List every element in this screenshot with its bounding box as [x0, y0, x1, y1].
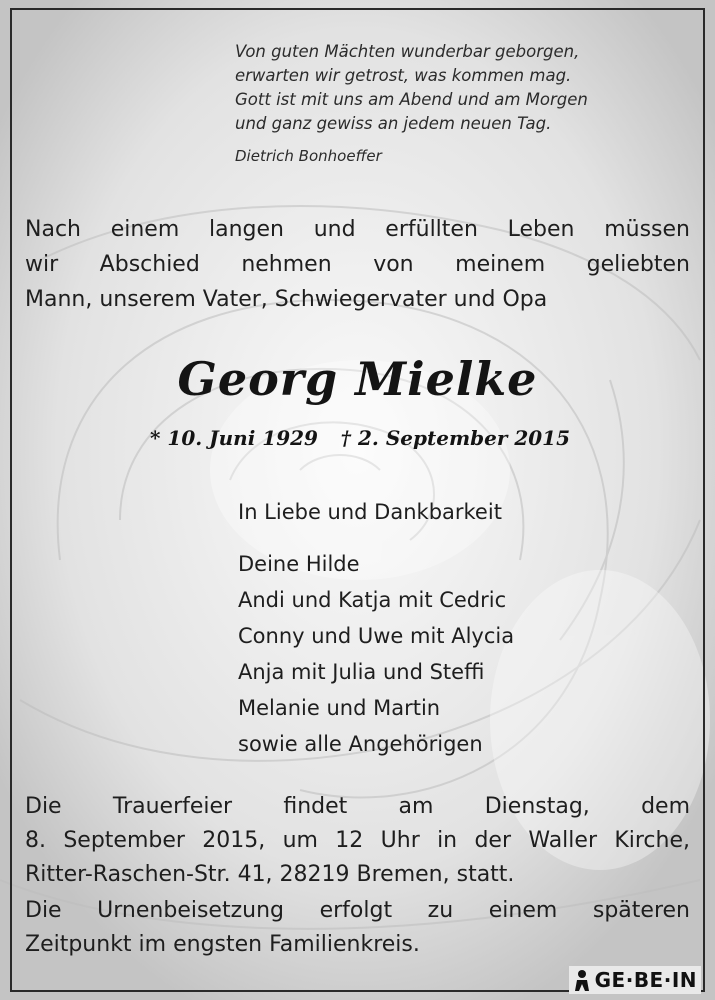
gebein-logo: [569, 966, 701, 994]
ceremony-line: Ritter-Raschen-Str. 41, 28219 Bremen, statt.: [25, 862, 515, 887]
mourners-list: [238, 494, 678, 762]
intro-line: Nach einem langen und erfüllten Leben müssen: [25, 217, 690, 242]
quote-line: und ganz gewiss an jedem neuen Tag.: [235, 114, 552, 133]
urn-line: Die Urnenbeisetzung erfolgt zu einem späteren: [25, 898, 690, 923]
life-dates: [150, 426, 570, 450]
mourner-name: Andi und Katja mit Cedric: [238, 588, 507, 612]
deceased-name: Georg Mielke: [177, 352, 538, 406]
intro-line: wir Abschied nehmen von meinem geliebten: [25, 252, 690, 277]
intro-line: Mann, unserem Vater, Schwiegervater und Opa: [25, 287, 548, 312]
mourner-name: Deine Hilde: [238, 552, 360, 576]
birth-date: * 10. Juni 1929: [150, 426, 318, 450]
bonhoeffer-quote: [235, 40, 695, 168]
logo-text: GE·BE·IN: [594, 968, 697, 992]
urn-line: Zeitpunkt im engsten Familienkreis.: [25, 932, 420, 957]
quote-line: Von guten Mächten wunderbar geborgen,: [235, 42, 580, 61]
quote-author: Dietrich Bonhoeffer: [235, 147, 382, 165]
ceremony-line: 8. September 2015, um 12 Uhr in der Waller Kirche,: [25, 828, 690, 853]
mourner-name: sowie alle Angehörigen: [238, 732, 483, 756]
ceremony-info: [25, 790, 690, 962]
death-date: † 2. September 2015: [340, 426, 570, 450]
mourner-name: Conny und Uwe mit Alycia: [238, 624, 515, 648]
mourner-name: Melanie und Martin: [238, 696, 441, 720]
person-icon: [573, 969, 591, 991]
mourners-heading: In Liebe und Dankbarkeit: [238, 500, 502, 524]
intro-text: [25, 212, 690, 317]
mourner-name: Anja mit Julia und Steffi: [238, 660, 485, 684]
ceremony-line: Die Trauerfeier findet am Dienstag, dem: [25, 794, 690, 819]
quote-line: Gott ist mit uns am Abend und am Morgen: [235, 90, 588, 109]
quote-line: erwarten wir getrost, was kommen mag.: [235, 66, 572, 85]
